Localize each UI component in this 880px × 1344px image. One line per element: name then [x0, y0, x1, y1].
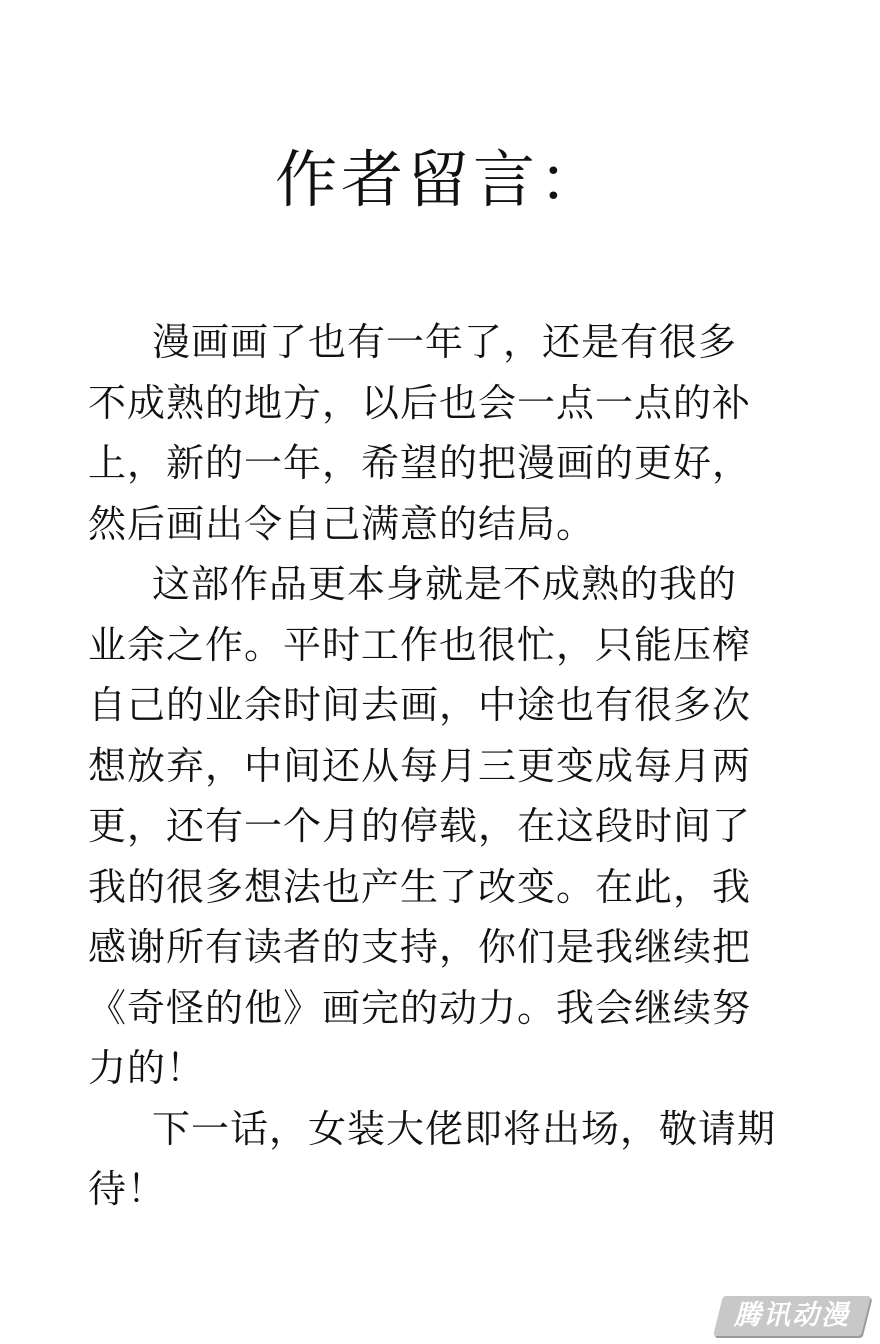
author-note-body [88, 312, 808, 1220]
paragraph-3-line-2: 待！ [88, 1167, 167, 1211]
paragraph-2-line-8: 《奇怪的他》画完的动力。我会继续努 [88, 985, 752, 1030]
paragraph-2-line-3: 自己的业余时间去画，中途也有很多次 [88, 683, 752, 727]
paragraph-1-line-2: 不成熟的地方，以后也会一点一点的补 [88, 380, 752, 425]
paragraph-1-line-4: 然后画出令自己满意的结局。 [88, 501, 596, 546]
watermark-label: 腾讯动漫 [734, 1300, 850, 1331]
tencent-comic-watermark-logo [713, 1296, 871, 1336]
paragraph-3-line-1: 下一话，女装大佬即将出场，敬请期 [152, 1106, 777, 1151]
paragraph-2-line-6: 我的很多想法也产生了改变。在此，我 [88, 864, 752, 909]
paragraph-2-line-1: 这部作品更本身就是不成熟的我的 [152, 562, 738, 606]
page-title: 作者留言： [274, 143, 605, 216]
paragraph-2-line-4: 想放弃，中间还从每月三更变成每月两 [88, 743, 752, 788]
paragraph-1-line-3: 上，新的一年，希望的把漫画的更好， [88, 441, 752, 485]
paragraph-2-line-9: 力的！ [88, 1046, 206, 1090]
paragraph-2-line-7: 感谢所有读者的支持，你们是我继续把 [88, 925, 752, 969]
paragraph-1-line-1: 漫画画了也有一年了，还是有很多 [152, 320, 738, 364]
paragraph-2-line-2: 业余之作。平时工作也很忙，只能压榨 [88, 622, 752, 667]
paragraph-2-line-5: 更，还有一个月的停载，在这段时间了 [88, 804, 752, 848]
